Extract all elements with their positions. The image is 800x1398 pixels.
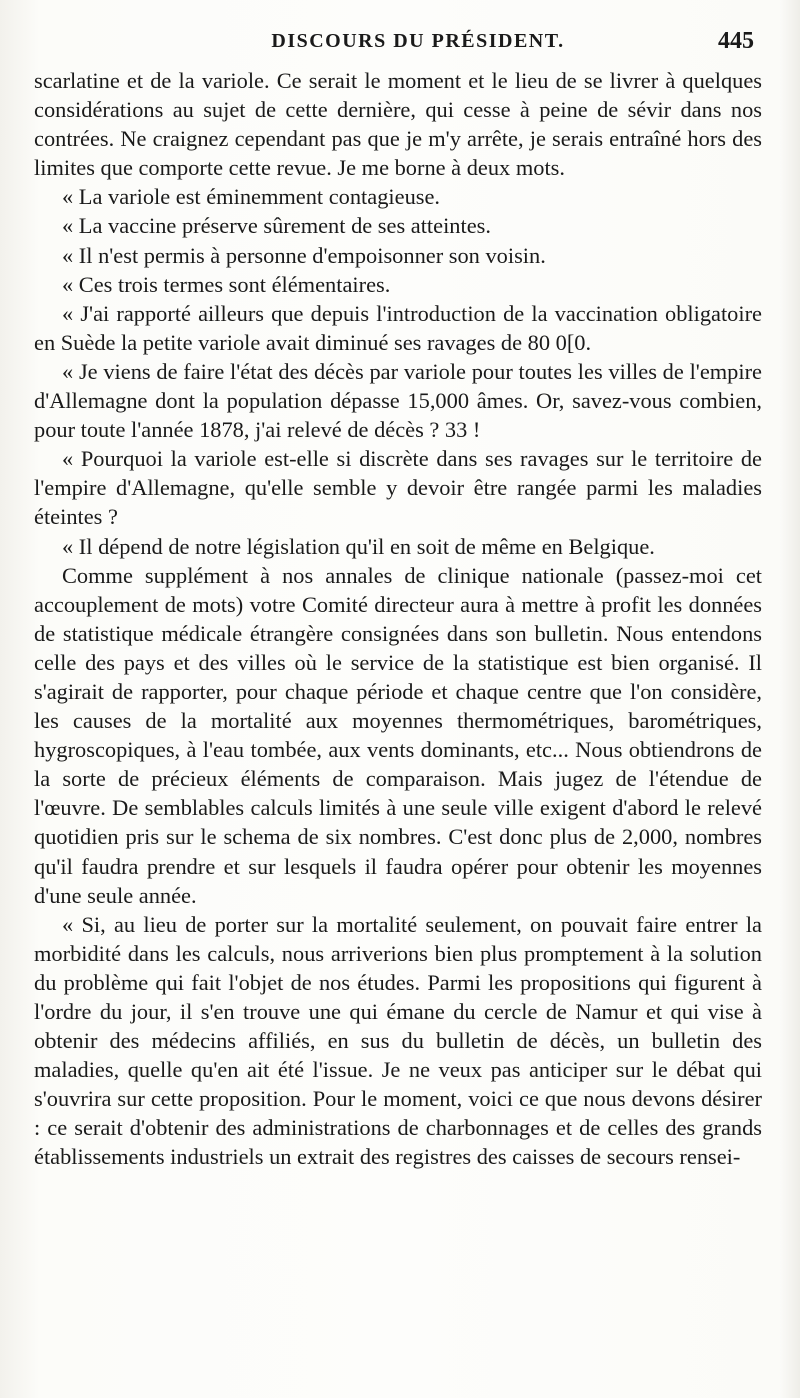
paragraph: « Pourquoi la variole est-elle si discrète dans ses ravages sur le territoire de l'empire d'Allemagne, qu'elle semble y devoir être rangée parmi les maladies éteintes ?	[34, 446, 762, 530]
paragraph: « J'ai rapporté ailleurs que depuis l'introduction de la vaccination obligatoire en Suède la petite variole avait diminué ses ravages de 80 0[0.	[34, 300, 762, 355]
body-text	[34, 66, 762, 1172]
paragraph: « La vaccine préserve sûrement de ses atteintes.	[62, 213, 491, 239]
paragraph: « Il n'est permis à personne d'empoisonner son voisin.	[62, 242, 546, 268]
paragraph: Comme supplément à nos annales de clinique nationale (passez-moi cet accouplement de mots) votre Comité directeur aura à mettre à profit les données de statistique médicale étrangère consignées dans son bulletin. Nous entendons celle des pays et des villes où le service de la statistique est bien organisé. Il s'agirait de rapporter, pour chaque période et chaque centre que l'on considère, les causes de la mortalité aux moyennes thermométriques, barométriques, hygroscopiques, à l'eau tombée, aux vents dominants, etc... Nous obtiendrons de la sorte de précieux éléments de comparaison. Mais jugez de l'étendue de l'œuvre. De semblables calculs limités à une seule ville exigent d'abord le relevé quotidien pris sur le schema de six nombres. C'est donc plus de 2,000, nombres qu'il faudra prendre et sur lesquels il faudra opérer pour obtenir les moyennes d'une seule année.	[34, 562, 762, 908]
running-title: DISCOURS DU PRÉSIDENT.	[271, 30, 565, 52]
paragraph: « Il dépend de notre législation qu'il en soit de même en Belgique.	[62, 533, 655, 559]
paragraph: « Je viens de faire l'état des décès par variole pour toutes les villes de l'empire d'Allemagne dont la population dépasse 15,000 âmes. Or, savez-vous combien, pour toute l'année 1878, j'ai relevé de décès ? 33 !	[34, 358, 762, 443]
paragraph: scarlatine et de la variole. Ce serait le moment et le lieu de se livrer à quelques considérations au sujet de cette dernière, qui cesse à peine de sévir dans nos contrées. Ne craignez cependant pas que je m'y arrête, je serais entraîné hors des limites que comporte cette revue. Je me borne à deux mots.	[34, 68, 762, 181]
paragraph: « Ces trois termes sont élémentaires.	[62, 271, 391, 297]
page-number: 445	[718, 28, 754, 54]
paragraph: « La variole est éminemment contagieuse.	[62, 184, 441, 210]
paragraph: « Si, au lieu de porter sur la mortalité seulement, on pouvait faire entrer la morbidité dans les calculs, nous arriverions bien plus promptement à la solution du problème qui fait l'objet de nos études. Parmi les propositions qui figurent à l'ordre du jour, il s'en trouve une qui émane du cercle de Namur et qui vise à obtenir des médecins affiliés, en sus du bulletin de décès, un bulletin des maladies, quelle qu'en ait été l'issue. Je ne veux pas anticiper sur le débat qui s'ouvrira sur cette proposition. Pour le moment, voici ce que nous devons désirer : ce serait d'obtenir des administrations de charbonnages et de celles des grands établissements industriels un extrait des registres des caisses de secours rensei-	[34, 911, 762, 1170]
running-head	[34, 30, 762, 66]
